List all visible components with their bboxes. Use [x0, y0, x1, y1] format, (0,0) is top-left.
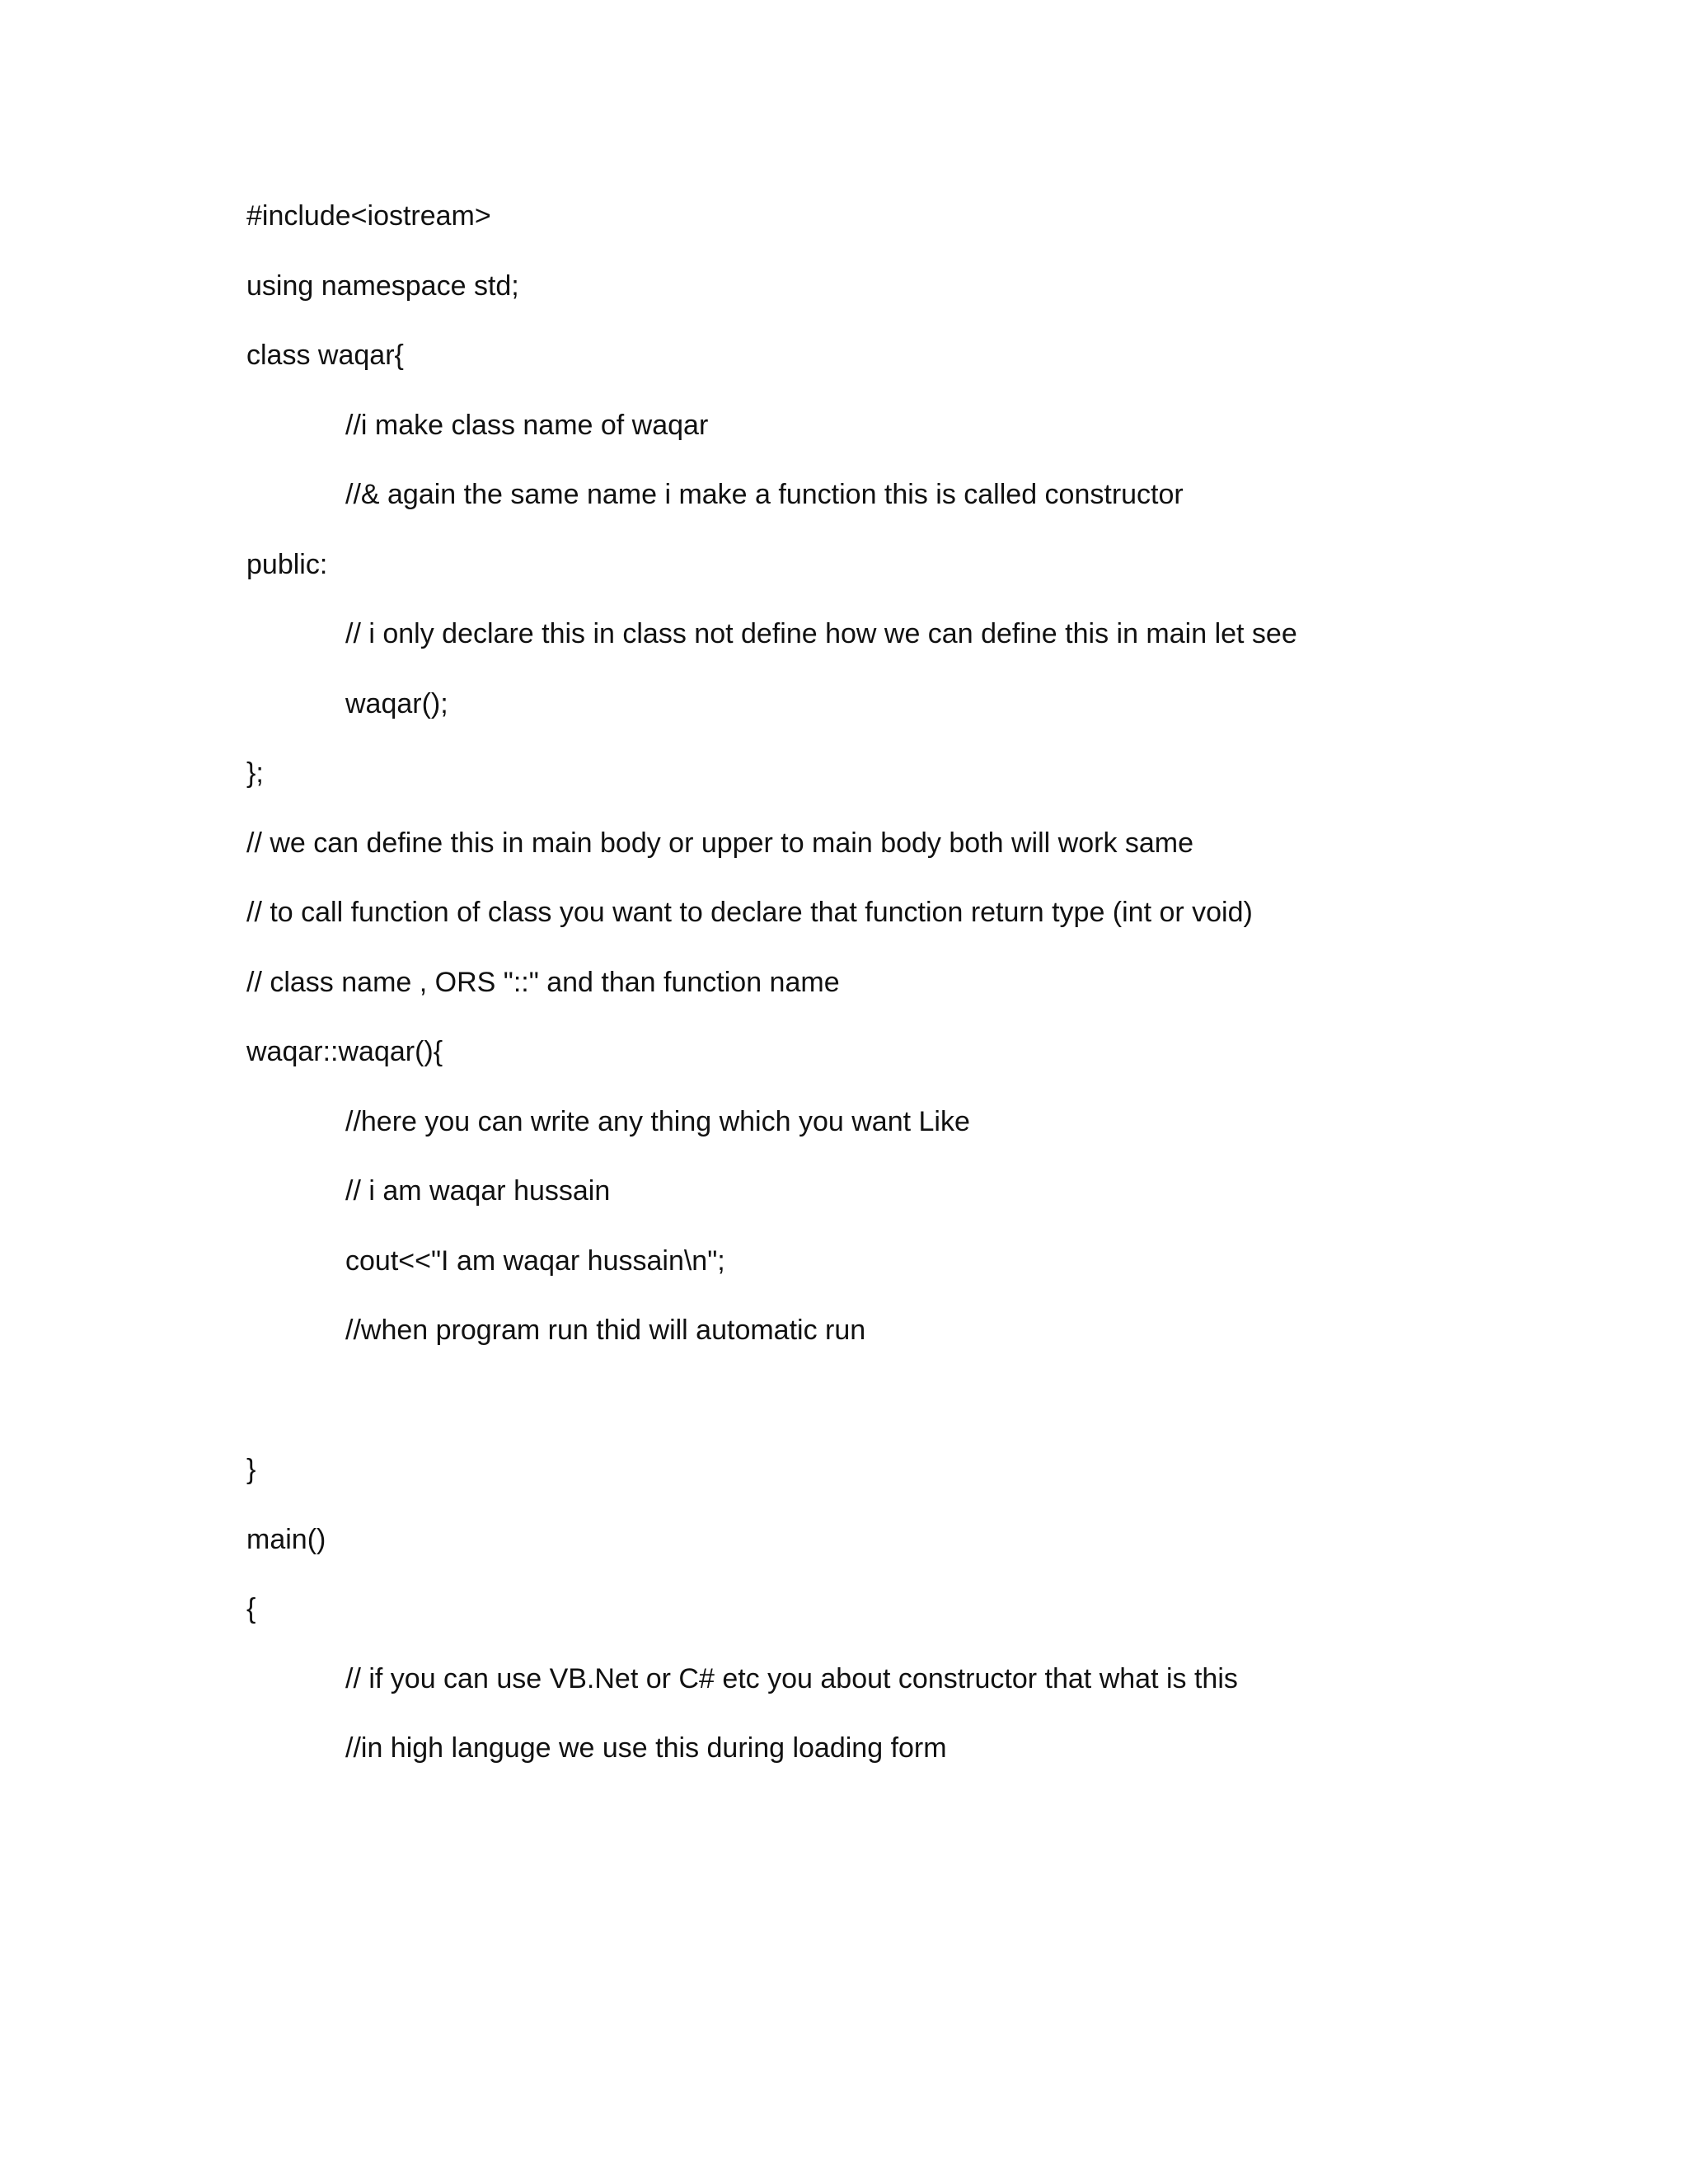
code-line-class-declaration: class waqar{	[246, 340, 404, 371]
code-line-public: public:	[246, 548, 328, 580]
code-line-constructor-definition: waqar::waqar(){	[246, 1036, 443, 1067]
blank-line	[246, 1380, 1549, 1451]
code-comment-return-type: // to call function of class you want to declare that function return type (int or void)	[246, 897, 1253, 928]
code-line-include: #include<iostream>	[246, 200, 491, 232]
code-line-class-end: };	[246, 757, 264, 789]
code-line-constructor-end: }	[246, 1454, 256, 1485]
code-line-main: main()	[246, 1523, 326, 1555]
code-comment-constructor: //& again the same name i make a function this is called constructor	[345, 479, 1184, 510]
code-line-namespace: using namespace std;	[246, 269, 519, 302]
code-comment-vbnet-csharp: // if you can use VB.Net or C# etc you about constructor that what is this	[345, 1662, 1238, 1694]
code-line-cout: cout<<"I am waqar hussain\n";	[345, 1244, 725, 1277]
code-comment-name: // i am waqar hussain	[345, 1175, 611, 1207]
code-comment-write-anything: //here you can write any thing which you want Like	[345, 1105, 970, 1137]
code-comment-scope-operator: // class name , ORS "::" and than function name	[246, 966, 840, 998]
code-line-main-open: {	[246, 1593, 256, 1624]
code-comment-define-location: // we can define this in main body or upper to main body both will work same	[246, 827, 1194, 859]
code-comment-class-name: //i make class name of waqar	[345, 409, 709, 441]
code-listing	[246, 196, 1549, 1798]
code-line-constructor-prototype: waqar();	[345, 687, 448, 719]
code-comment-declare-only: // i only declare this in class not define how we can define this in main let see	[345, 618, 1297, 649]
code-comment-loading-form: //in high languge we use this during loading form	[345, 1732, 947, 1764]
code-comment-automatic-run: //when program run thid will automatic run	[345, 1315, 866, 1346]
